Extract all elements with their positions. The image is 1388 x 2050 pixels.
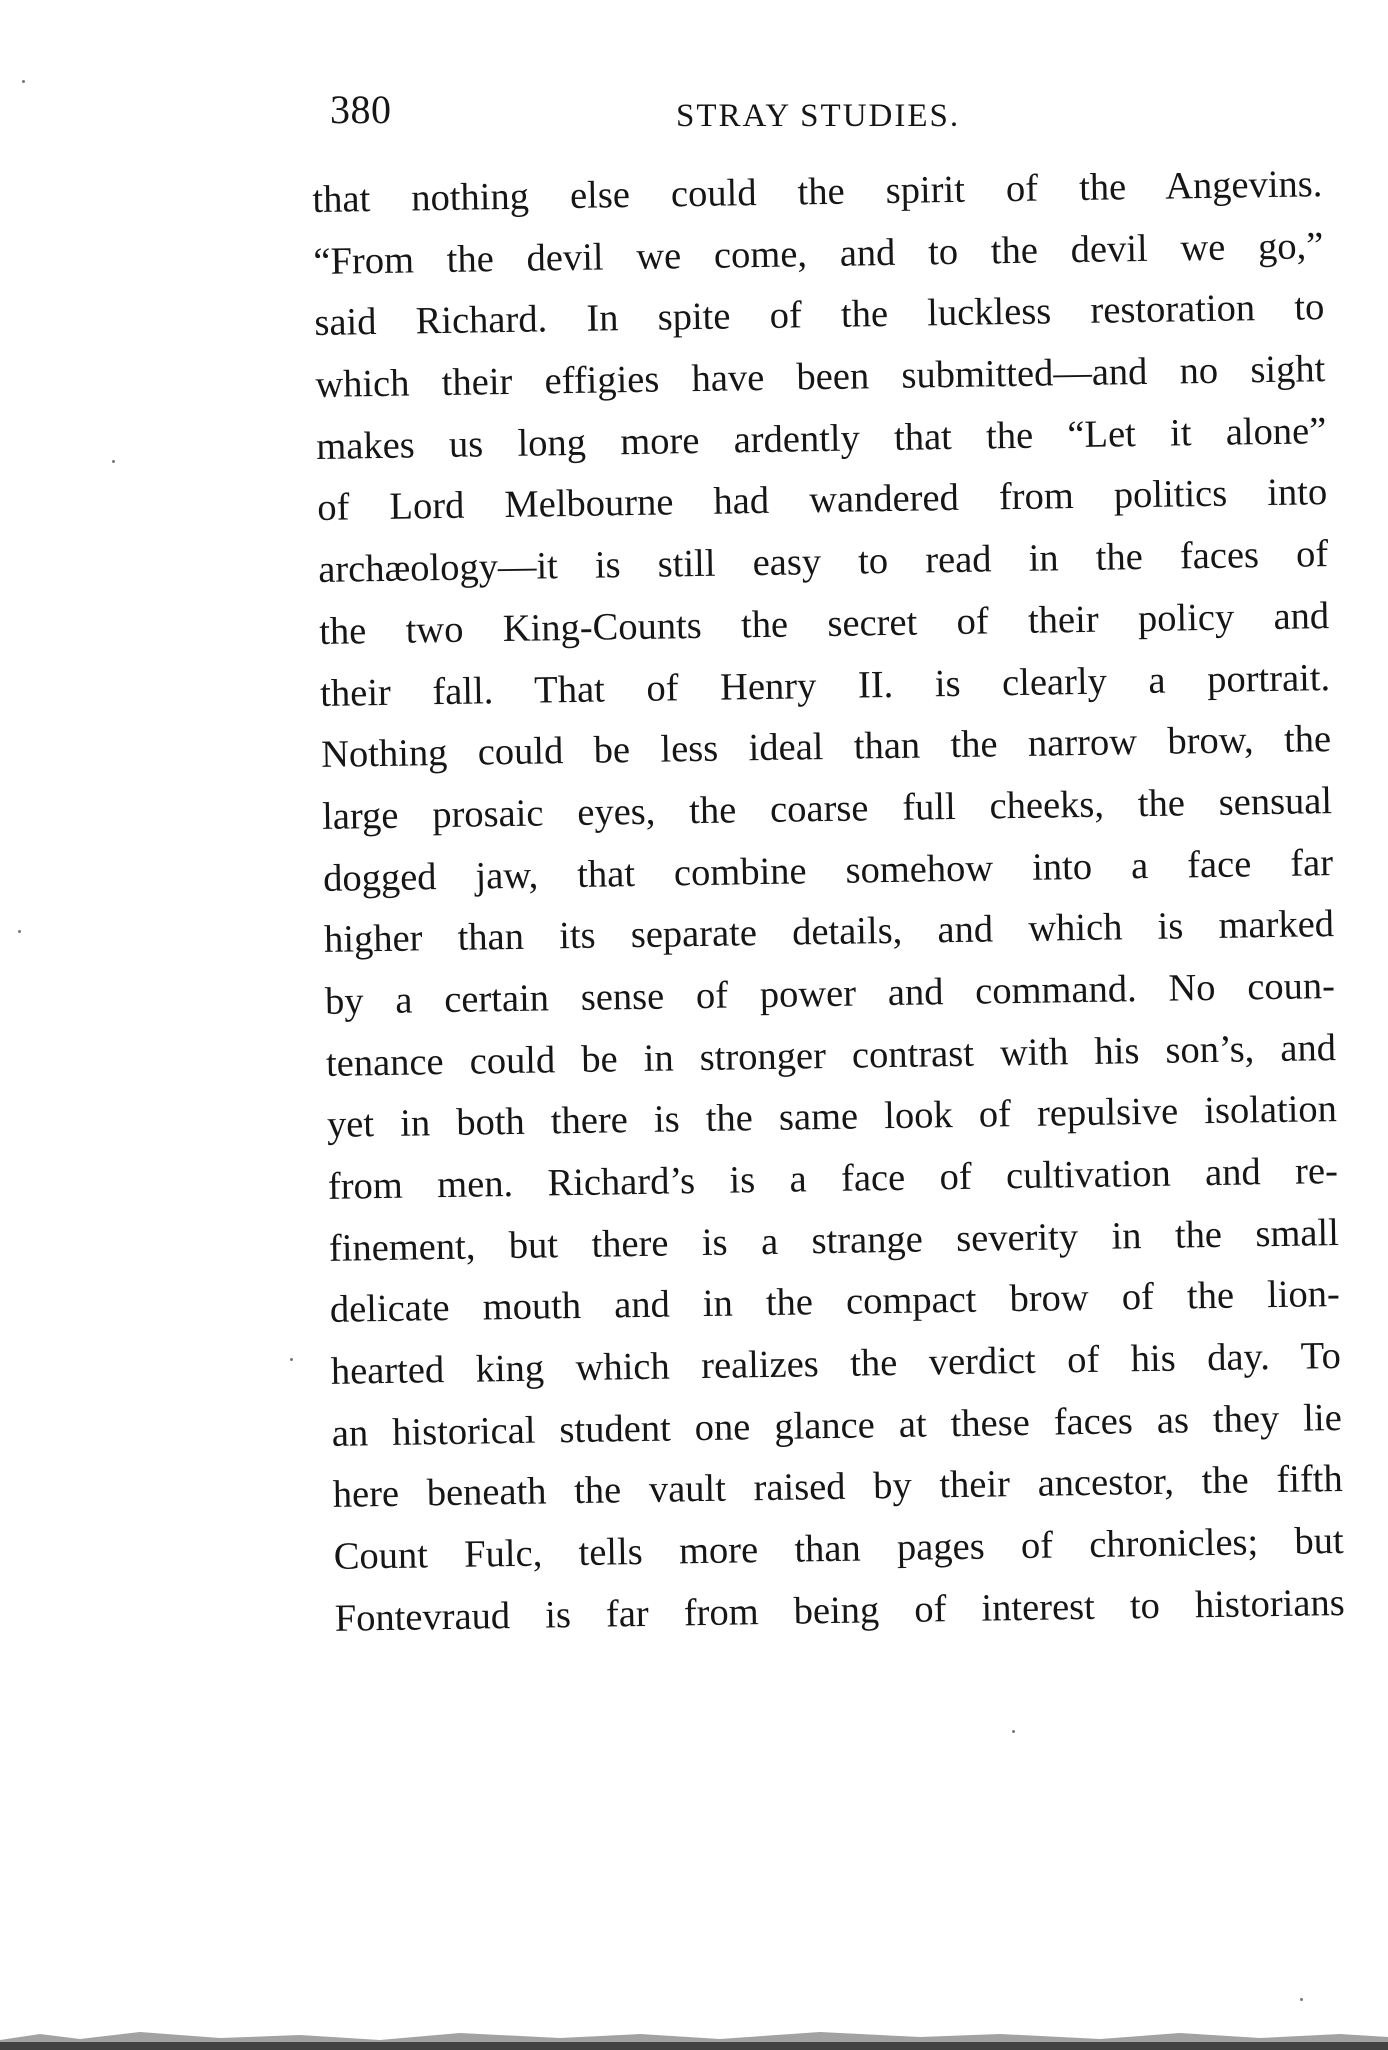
text-line: archæology—it is still easy to read in the faces of (317, 533, 1329, 592)
text-line: here beneath the vault raised by their ancestor, the fifth (332, 1458, 1344, 1517)
text-line: Fontevraud is far from being of interest to historians (334, 1581, 1345, 1640)
text-line: Count Fulc, tells more than pages of chronicles; but (333, 1520, 1344, 1578)
page-number: 380 (330, 87, 392, 132)
text-line: makes us long more ardently that the “Let it alone” (316, 409, 1327, 468)
paper-speck (22, 80, 25, 83)
text-line: that nothing else could the spirit of the Angevins. (312, 163, 1323, 221)
page-bottom-edge (0, 2020, 1388, 2050)
body-text (312, 154, 1345, 1650)
text-line: delicate mouth and in the compact brow of the lion- (329, 1273, 1341, 1332)
text-line: higher than its separate details, and which is marked (323, 903, 1335, 962)
text-line: by a certain sense of power and command. No coun- (324, 964, 1336, 1023)
text-line: their fall. That of Henry II. is clearly a portrait. (319, 656, 1331, 715)
text-line: Nothing could be less ideal than the narrow brow, the (320, 718, 1332, 777)
text-line: said Richard. In spite of the luckless restoration to (314, 286, 1325, 345)
paper-speck (290, 1358, 293, 1361)
paper-speck (18, 930, 21, 933)
text-line: which their effigies have been submitted—and no sight (315, 348, 1326, 407)
paper-speck (112, 460, 115, 463)
text-line: hearted king which realizes the verdict of his day. To (330, 1335, 1342, 1393)
text-line: large prosaic eyes, the coarse full cheeks, the sensual (321, 779, 1333, 838)
text-line: dogged jaw, that combine somehow into a face far (322, 841, 1334, 900)
paper-speck (1012, 1730, 1015, 1733)
text-line: from men. Richard’s is a face of cultivation and re- (327, 1150, 1339, 1208)
text-line: “From the devil we come, and to the devil we go,” (313, 224, 1324, 283)
text-line: yet in both there is the same look of repulsive isolation (326, 1088, 1338, 1147)
text-line: of Lord Melbourne had wandered from politics into (316, 471, 1328, 530)
text-line: the two King-Counts the secret of their policy and (318, 594, 1330, 653)
paper-speck (1300, 1998, 1303, 2001)
running-title: STRAY STUDIES. (676, 98, 961, 134)
text-line: finement, but there is a strange severity in the small (328, 1211, 1340, 1270)
text-line: an historical student one glance at these faces as they lie (331, 1396, 1343, 1455)
text-line: tenance could be in stronger contrast with his son’s, and (325, 1026, 1337, 1085)
